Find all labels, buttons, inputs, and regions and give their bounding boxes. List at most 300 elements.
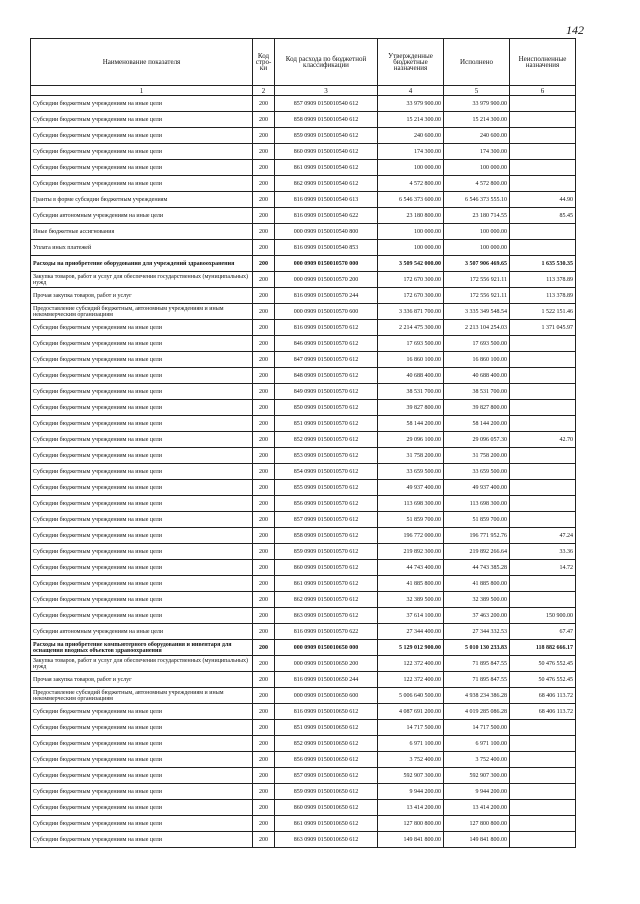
row-unexecuted-amount: 50 476 552.45 (510, 656, 576, 672)
row-executed-amount: 27 344 332.53 (444, 624, 510, 640)
row-indicator-name: Субсидии бюджетным учреждениям на иные цели (31, 368, 253, 384)
table-row (31, 608, 576, 624)
row-indicator-name: Субсидии бюджетным учреждениям на иные цели (31, 432, 253, 448)
table-row (31, 624, 576, 640)
row-indicator-name: Субсидии бюджетным учреждениям на иные цели (31, 448, 253, 464)
row-indicator-name: Гранты в форме субсидии бюджетным учреждениям (31, 192, 253, 208)
row-approved-amount: 122 372 400.00 (378, 656, 444, 672)
row-approved-amount: 33 979 900.00 (378, 96, 444, 112)
row-indicator-name: Расходы на приобретение компьютерного оборудования и инвентаря для оснащения вводных объектов здравоохранения (31, 640, 253, 656)
row-approved-amount: 196 772 000.00 (378, 528, 444, 544)
row-expense-code: 863 0909 0150010570 612 (275, 608, 378, 624)
row-line-code: 200 (253, 816, 275, 832)
row-expense-code: 000 0909 0150010570 000 (275, 256, 378, 272)
row-executed-amount: 4 019 285 086.28 (444, 704, 510, 720)
table-row (31, 240, 576, 256)
table-row (31, 576, 576, 592)
row-unexecuted-amount: 33.36 (510, 544, 576, 560)
row-indicator-name: Закупка товаров, работ и услуг для обеспечения государственных (муниципальных) нужд (31, 656, 253, 672)
row-line-code: 200 (253, 240, 275, 256)
row-indicator-name: Субсидии бюджетным учреждениям на иные цели (31, 144, 253, 160)
table-row (31, 752, 576, 768)
row-unexecuted-amount (510, 784, 576, 800)
table-row (31, 688, 576, 704)
row-unexecuted-amount (510, 464, 576, 480)
row-approved-amount: 14 717 500.00 (378, 720, 444, 736)
row-line-code: 200 (253, 784, 275, 800)
row-approved-amount: 6 546 373 600.00 (378, 192, 444, 208)
table-row (31, 656, 576, 672)
row-expense-code: 859 0909 0150010570 612 (275, 544, 378, 560)
table-row (31, 480, 576, 496)
row-line-code: 200 (253, 176, 275, 192)
row-executed-amount: 113 698 300.00 (444, 496, 510, 512)
row-line-code: 200 (253, 400, 275, 416)
column-number: 3 (275, 86, 378, 96)
row-expense-code: 857 0909 0150010570 612 (275, 512, 378, 528)
row-executed-amount: 240 600.00 (444, 128, 510, 144)
row-indicator-name: Субсидии бюджетным учреждениям на иные цели (31, 384, 253, 400)
table-row (31, 704, 576, 720)
row-approved-amount: 172 670 300.00 (378, 272, 444, 288)
table-row (31, 528, 576, 544)
table-row (31, 784, 576, 800)
row-expense-code: 861 0909 0150010540 612 (275, 160, 378, 176)
row-unexecuted-amount (510, 240, 576, 256)
row-executed-amount: 13 414 200.00 (444, 800, 510, 816)
row-indicator-name: Субсидии бюджетным учреждениям на иные цели (31, 400, 253, 416)
table-row (31, 736, 576, 752)
row-approved-amount: 15 214 300.00 (378, 112, 444, 128)
row-unexecuted-amount (510, 224, 576, 240)
table-row (31, 160, 576, 176)
row-line-code: 200 (253, 224, 275, 240)
row-executed-amount: 44 743 385.28 (444, 560, 510, 576)
row-approved-amount: 100 000.00 (378, 240, 444, 256)
row-line-code: 200 (253, 720, 275, 736)
row-approved-amount: 31 758 200.00 (378, 448, 444, 464)
row-executed-amount: 33 659 500.00 (444, 464, 510, 480)
row-approved-amount: 100 000.00 (378, 224, 444, 240)
row-indicator-name: Субсидии бюджетным учреждениям на иные цели (31, 752, 253, 768)
row-indicator-name: Расходы на приобретение оборудования для учреждений здравоохранения (31, 256, 253, 272)
row-unexecuted-amount (510, 352, 576, 368)
row-unexecuted-amount (510, 96, 576, 112)
row-executed-amount: 71 895 847.55 (444, 672, 510, 688)
row-line-code: 200 (253, 512, 275, 528)
row-expense-code: 849 0909 0150010570 612 (275, 384, 378, 400)
row-unexecuted-amount (510, 160, 576, 176)
row-approved-amount: 37 614 100.00 (378, 608, 444, 624)
table-row (31, 560, 576, 576)
row-indicator-name: Прочая закупка товаров, работ и услуг (31, 672, 253, 688)
row-executed-amount: 31 758 200.00 (444, 448, 510, 464)
row-executed-amount: 100 000.00 (444, 224, 510, 240)
row-unexecuted-amount: 113 378.89 (510, 288, 576, 304)
row-unexecuted-amount: 85.45 (510, 208, 576, 224)
row-expense-code: 816 0909 0150010540 613 (275, 192, 378, 208)
row-line-code: 200 (253, 96, 275, 112)
row-unexecuted-amount: 47.24 (510, 528, 576, 544)
row-line-code: 200 (253, 832, 275, 848)
row-expense-code: 000 0909 0150010570 600 (275, 304, 378, 320)
row-executed-amount: 127 800 800.00 (444, 816, 510, 832)
row-approved-amount: 51 859 700.00 (378, 512, 444, 528)
table-row (31, 592, 576, 608)
header-row (31, 39, 576, 86)
row-expense-code: 859 0909 0150010650 612 (275, 784, 378, 800)
row-executed-amount: 172 556 921.11 (444, 288, 510, 304)
row-unexecuted-amount (510, 448, 576, 464)
row-indicator-name: Субсидии бюджетным учреждениям на иные цели (31, 704, 253, 720)
row-unexecuted-amount (510, 400, 576, 416)
row-approved-amount: 49 937 400.00 (378, 480, 444, 496)
row-indicator-name: Субсидии бюджетным учреждениям на иные цели (31, 832, 253, 848)
row-executed-amount: 3 507 906 469.65 (444, 256, 510, 272)
row-indicator-name: Субсидии бюджетным учреждениям на иные цели (31, 560, 253, 576)
row-executed-amount: 3 335 349 548.54 (444, 304, 510, 320)
row-approved-amount: 33 659 500.00 (378, 464, 444, 480)
row-approved-amount: 113 698 300.00 (378, 496, 444, 512)
table-row (31, 96, 576, 112)
row-line-code: 200 (253, 640, 275, 656)
row-line-code: 200 (253, 352, 275, 368)
row-indicator-name: Субсидии бюджетным учреждениям на иные цели (31, 96, 253, 112)
row-unexecuted-amount: 1 635 530.35 (510, 256, 576, 272)
row-unexecuted-amount (510, 768, 576, 784)
row-approved-amount: 592 907 300.00 (378, 768, 444, 784)
row-line-code: 200 (253, 272, 275, 288)
column-number: 2 (253, 86, 275, 96)
table-row (31, 288, 576, 304)
table-row (31, 272, 576, 288)
row-expense-code: 816 0909 0150010650 244 (275, 672, 378, 688)
table-row (31, 800, 576, 816)
row-expense-code: 816 0909 0150010570 612 (275, 320, 378, 336)
row-approved-amount: 122 372 400.00 (378, 672, 444, 688)
row-executed-amount: 100 000.00 (444, 160, 510, 176)
table-row (31, 720, 576, 736)
row-indicator-name: Субсидии бюджетным учреждениям на иные цели (31, 816, 253, 832)
row-executed-amount: 3 752 400.00 (444, 752, 510, 768)
row-executed-amount: 41 885 800.00 (444, 576, 510, 592)
row-line-code: 200 (253, 160, 275, 176)
row-unexecuted-amount (510, 480, 576, 496)
row-unexecuted-amount (510, 128, 576, 144)
table-row (31, 176, 576, 192)
table-row (31, 256, 576, 272)
row-unexecuted-amount (510, 144, 576, 160)
row-expense-code: 858 0909 0150010540 612 (275, 112, 378, 128)
row-line-code: 200 (253, 608, 275, 624)
row-executed-amount: 9 944 200.00 (444, 784, 510, 800)
row-approved-amount: 23 180 800.00 (378, 208, 444, 224)
row-line-code: 200 (253, 560, 275, 576)
row-executed-amount: 37 463 200.00 (444, 608, 510, 624)
row-line-code: 200 (253, 320, 275, 336)
row-line-code: 200 (253, 448, 275, 464)
row-executed-amount: 29 096 057.30 (444, 432, 510, 448)
row-approved-amount: 149 841 800.00 (378, 832, 444, 848)
column-number: 5 (444, 86, 510, 96)
row-unexecuted-amount (510, 384, 576, 400)
row-approved-amount: 38 531 700.00 (378, 384, 444, 400)
row-executed-amount: 5 010 130 233.83 (444, 640, 510, 656)
row-unexecuted-amount: 42.70 (510, 432, 576, 448)
row-expense-code: 855 0909 0150010570 612 (275, 480, 378, 496)
row-line-code: 200 (253, 768, 275, 784)
table-row (31, 512, 576, 528)
row-indicator-name: Предоставление субсидий бюджетным, автономным учреждениям и иным некоммерческим организациям (31, 304, 253, 320)
row-expense-code: 859 0909 0150010540 612 (275, 128, 378, 144)
row-executed-amount: 23 180 714.55 (444, 208, 510, 224)
row-approved-amount: 13 414 200.00 (378, 800, 444, 816)
row-unexecuted-amount (510, 368, 576, 384)
row-unexecuted-amount (510, 176, 576, 192)
row-line-code: 200 (253, 304, 275, 320)
row-unexecuted-amount (510, 416, 576, 432)
row-expense-code: 851 0909 0150010570 612 (275, 416, 378, 432)
table-row (31, 224, 576, 240)
row-line-code: 200 (253, 800, 275, 816)
table-row (31, 368, 576, 384)
row-approved-amount: 39 827 800.00 (378, 400, 444, 416)
row-approved-amount: 3 336 871 700.00 (378, 304, 444, 320)
row-indicator-name: Субсидии автономным учреждениям на иные цели (31, 624, 253, 640)
header-indicator-name: Наименование показателя (31, 39, 253, 86)
row-indicator-name: Предоставление субсидий бюджетным, автономным учреждениям и иным некоммерческим организациям (31, 688, 253, 704)
row-indicator-name: Субсидии бюджетным учреждениям на иные цели (31, 784, 253, 800)
table-row (31, 400, 576, 416)
row-unexecuted-amount (510, 112, 576, 128)
row-approved-amount: 9 944 200.00 (378, 784, 444, 800)
row-approved-amount: 174 300.00 (378, 144, 444, 160)
row-executed-amount: 71 895 847.55 (444, 656, 510, 672)
row-line-code: 200 (253, 496, 275, 512)
row-executed-amount: 38 531 700.00 (444, 384, 510, 400)
row-executed-amount: 4 938 234 386.28 (444, 688, 510, 704)
row-approved-amount: 29 096 100.00 (378, 432, 444, 448)
row-unexecuted-amount: 68 406 113.72 (510, 688, 576, 704)
row-expense-code: 860 0909 0150010540 612 (275, 144, 378, 160)
row-approved-amount: 32 389 500.00 (378, 592, 444, 608)
row-expense-code: 862 0909 0150010570 612 (275, 592, 378, 608)
row-executed-amount: 33 979 900.00 (444, 96, 510, 112)
row-indicator-name: Субсидии бюджетным учреждениям на иные цели (31, 416, 253, 432)
row-indicator-name: Субсидии автономным учреждениям на иные цели (31, 208, 253, 224)
row-approved-amount: 58 144 200.00 (378, 416, 444, 432)
row-executed-amount: 49 937 400.00 (444, 480, 510, 496)
table-row (31, 112, 576, 128)
row-line-code: 200 (253, 192, 275, 208)
row-expense-code: 860 0909 0150010650 612 (275, 800, 378, 816)
row-unexecuted-amount: 150 900.00 (510, 608, 576, 624)
row-indicator-name: Субсидии бюджетным учреждениям на иные цели (31, 528, 253, 544)
row-unexecuted-amount: 44.90 (510, 192, 576, 208)
row-line-code: 200 (253, 208, 275, 224)
row-approved-amount: 100 000.00 (378, 160, 444, 176)
row-approved-amount: 16 860 100.00 (378, 352, 444, 368)
row-executed-amount: 2 213 104 254.03 (444, 320, 510, 336)
row-indicator-name: Субсидии бюджетным учреждениям на иные цели (31, 576, 253, 592)
row-line-code: 200 (253, 736, 275, 752)
row-unexecuted-amount: 1 522 151.46 (510, 304, 576, 320)
row-line-code: 200 (253, 112, 275, 128)
row-approved-amount: 44 743 400.00 (378, 560, 444, 576)
row-unexecuted-amount: 50 476 552.45 (510, 672, 576, 688)
row-line-code: 200 (253, 144, 275, 160)
table-row (31, 672, 576, 688)
row-approved-amount: 5 129 012 900.00 (378, 640, 444, 656)
row-unexecuted-amount: 67.47 (510, 624, 576, 640)
row-line-code: 200 (253, 288, 275, 304)
row-line-code: 200 (253, 464, 275, 480)
table-row (31, 448, 576, 464)
table-row (31, 336, 576, 352)
row-approved-amount: 27 344 400.00 (378, 624, 444, 640)
row-line-code: 200 (253, 528, 275, 544)
row-unexecuted-amount: 118 882 666.17 (510, 640, 576, 656)
row-line-code: 200 (253, 576, 275, 592)
row-indicator-name: Закупка товаров, работ и услуг для обеспечения государственных (муниципальных) нужд (31, 272, 253, 288)
row-unexecuted-amount (510, 496, 576, 512)
row-unexecuted-amount: 14.72 (510, 560, 576, 576)
row-expense-code: 000 0909 0150010570 200 (275, 272, 378, 288)
row-approved-amount: 4 572 800.00 (378, 176, 444, 192)
row-executed-amount: 32 389 500.00 (444, 592, 510, 608)
table-row (31, 304, 576, 320)
row-line-code: 200 (253, 416, 275, 432)
row-executed-amount: 17 693 500.00 (444, 336, 510, 352)
row-executed-amount: 15 214 300.00 (444, 112, 510, 128)
row-expense-code: 000 0909 0150010650 000 (275, 640, 378, 656)
row-executed-amount: 592 907 300.00 (444, 768, 510, 784)
row-expense-code: 848 0909 0150010570 612 (275, 368, 378, 384)
row-indicator-name: Субсидии бюджетным учреждениям на иные цели (31, 512, 253, 528)
row-line-code: 200 (253, 624, 275, 640)
row-expense-code: 854 0909 0150010570 612 (275, 464, 378, 480)
row-approved-amount: 41 885 800.00 (378, 576, 444, 592)
table-row (31, 384, 576, 400)
row-unexecuted-amount (510, 592, 576, 608)
row-expense-code: 858 0909 0150010570 612 (275, 528, 378, 544)
row-expense-code: 816 0909 0150010570 622 (275, 624, 378, 640)
row-expense-code: 861 0909 0150010570 612 (275, 576, 378, 592)
row-line-code: 200 (253, 336, 275, 352)
row-indicator-name: Субсидии бюджетным учреждениям на иные цели (31, 160, 253, 176)
row-line-code: 200 (253, 592, 275, 608)
header-expense-code: Код расхода по бюджетной классификации (275, 39, 378, 86)
row-expense-code: 000 0909 0150010650 200 (275, 656, 378, 672)
row-indicator-name: Субсидии бюджетным учреждениям на иные цели (31, 336, 253, 352)
row-approved-amount: 172 670 300.00 (378, 288, 444, 304)
table-row (31, 816, 576, 832)
row-executed-amount: 4 572 800.00 (444, 176, 510, 192)
row-expense-code: 816 0909 0150010540 622 (275, 208, 378, 224)
row-approved-amount: 2 214 475 300.00 (378, 320, 444, 336)
row-expense-code: 853 0909 0150010570 612 (275, 448, 378, 464)
row-line-code: 200 (253, 432, 275, 448)
row-expense-code: 850 0909 0150010570 612 (275, 400, 378, 416)
row-executed-amount: 14 717 500.00 (444, 720, 510, 736)
row-line-code: 200 (253, 688, 275, 704)
row-executed-amount: 196 771 952.76 (444, 528, 510, 544)
column-number: 6 (510, 86, 576, 96)
row-expense-code: 862 0909 0150010540 612 (275, 176, 378, 192)
row-executed-amount: 219 892 266.64 (444, 544, 510, 560)
row-indicator-name: Субсидии бюджетным учреждениям на иные цели (31, 464, 253, 480)
row-executed-amount: 40 688 400.00 (444, 368, 510, 384)
row-approved-amount: 240 600.00 (378, 128, 444, 144)
header-line-code: Код стро-ки (253, 39, 275, 86)
row-indicator-name: Уплата иных платежей (31, 240, 253, 256)
row-unexecuted-amount (510, 832, 576, 848)
table-row (31, 192, 576, 208)
row-expense-code: 816 0909 0150010540 853 (275, 240, 378, 256)
table-row (31, 432, 576, 448)
row-indicator-name: Субсидии бюджетным учреждениям на иные цели (31, 592, 253, 608)
table-row (31, 144, 576, 160)
row-indicator-name: Субсидии бюджетным учреждениям на иные цели (31, 112, 253, 128)
row-line-code: 200 (253, 672, 275, 688)
row-approved-amount: 6 971 100.00 (378, 736, 444, 752)
row-indicator-name: Субсидии бюджетным учреждениям на иные цели (31, 720, 253, 736)
row-unexecuted-amount (510, 816, 576, 832)
table-row (31, 208, 576, 224)
row-line-code: 200 (253, 752, 275, 768)
row-indicator-name: Субсидии бюджетным учреждениям на иные цели (31, 800, 253, 816)
row-indicator-name: Субсидии бюджетным учреждениям на иные цели (31, 736, 253, 752)
row-expense-code: 846 0909 0150010570 612 (275, 336, 378, 352)
row-unexecuted-amount: 113 378.89 (510, 272, 576, 288)
row-executed-amount: 100 000.00 (444, 240, 510, 256)
row-line-code: 200 (253, 544, 275, 560)
row-unexecuted-amount (510, 576, 576, 592)
table-row (31, 128, 576, 144)
row-approved-amount: 4 087 691 200.00 (378, 704, 444, 720)
row-indicator-name: Субсидии бюджетным учреждениям на иные цели (31, 768, 253, 784)
row-indicator-name: Субсидии бюджетным учреждениям на иные цели (31, 352, 253, 368)
row-executed-amount: 149 841 800.00 (444, 832, 510, 848)
row-approved-amount: 40 688 400.00 (378, 368, 444, 384)
row-line-code: 200 (253, 704, 275, 720)
table-row (31, 416, 576, 432)
row-unexecuted-amount (510, 512, 576, 528)
row-expense-code: 856 0909 0150010570 612 (275, 496, 378, 512)
row-executed-amount: 174 300.00 (444, 144, 510, 160)
header-executed: Исполнено (444, 39, 510, 86)
row-approved-amount: 17 693 500.00 (378, 336, 444, 352)
row-approved-amount: 5 006 640 500.00 (378, 688, 444, 704)
row-indicator-name: Субсидии бюджетным учреждениям на иные цели (31, 608, 253, 624)
row-expense-code: 861 0909 0150010650 612 (275, 816, 378, 832)
table-body (31, 96, 576, 848)
row-expense-code: 000 0909 0150010650 600 (275, 688, 378, 704)
table-row (31, 464, 576, 480)
row-expense-code: 000 0909 0150010540 800 (275, 224, 378, 240)
row-indicator-name: Иные бюджетные ассигнования (31, 224, 253, 240)
row-line-code: 200 (253, 656, 275, 672)
row-expense-code: 851 0909 0150010650 612 (275, 720, 378, 736)
row-expense-code: 863 0909 0150010650 612 (275, 832, 378, 848)
row-expense-code: 856 0909 0150010650 612 (275, 752, 378, 768)
row-line-code: 200 (253, 480, 275, 496)
table-row (31, 496, 576, 512)
column-number: 4 (378, 86, 444, 96)
row-executed-amount: 51 859 700.00 (444, 512, 510, 528)
column-number: 1 (31, 86, 253, 96)
row-expense-code: 857 0909 0150010540 612 (275, 96, 378, 112)
